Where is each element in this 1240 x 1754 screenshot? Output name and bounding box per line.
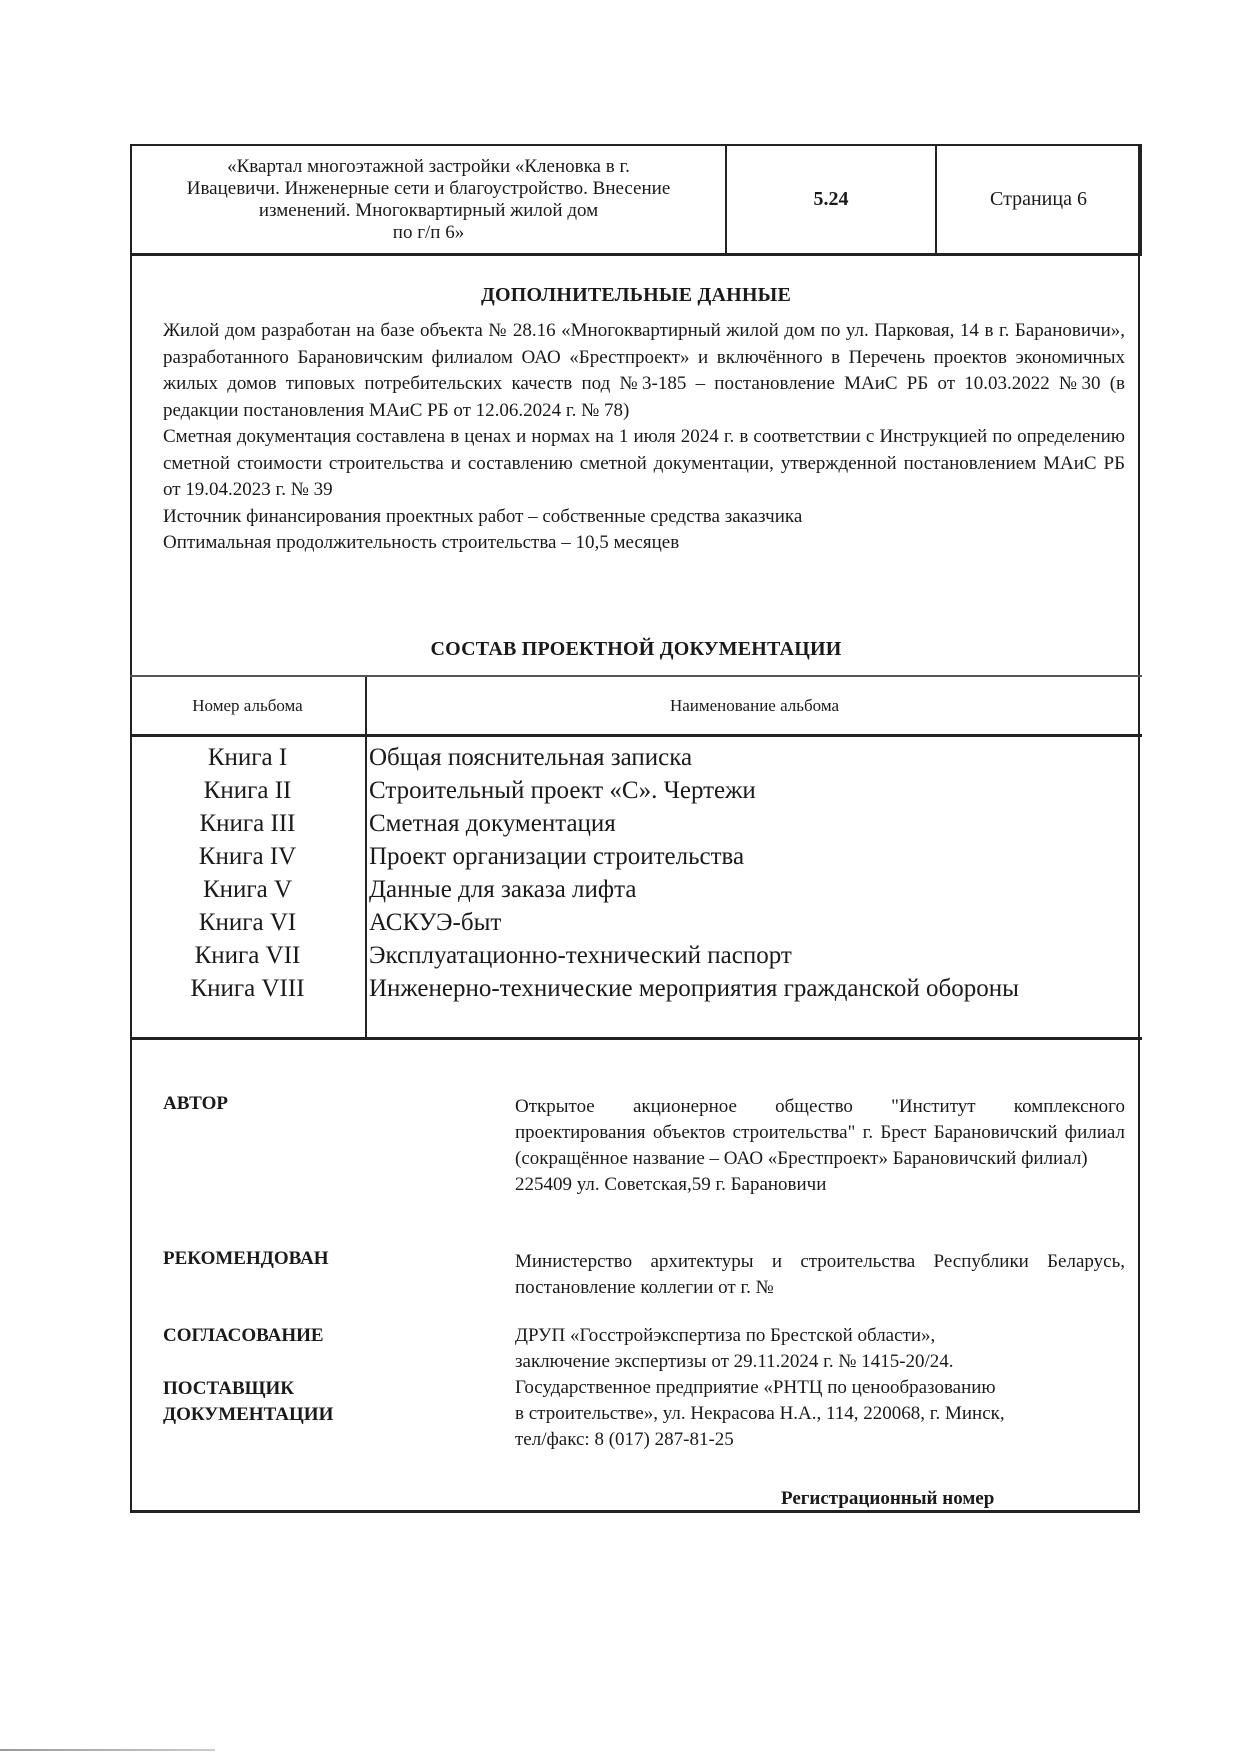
project-title-line: по г/п 6» [392,221,465,243]
album-name: Строительный проект «С». Чертежи [369,777,756,804]
project-title-line: «Квартал многоэтажной застройки «Кленовка в г. [227,155,630,177]
album-name: Общая пояснительная записка [369,744,693,771]
supplier-label [163,1376,333,1428]
supplier-line: в строительстве», ул. Некрасова Н.А., 114, 220068, г. Минск, [515,1403,1005,1424]
recommended-label: РЕКОМЕНДОВАН [163,1248,329,1269]
additional-data-heading: ДОПОЛНИТЕЛЬНЫЕ ДАННЫЕ [480,284,792,306]
approval-label: СОГЛАСОВАНИЕ [163,1325,324,1346]
registration-number-label: Регистрационный номер [781,1488,995,1509]
album-number: Книга I [207,744,288,771]
approval-line: заключение экспертизы от 29.11.2024 г. № 1415-20/24. [515,1351,954,1372]
project-title-line: изменений. Многоквартирный жилой дом [258,199,599,221]
supplier-value [515,1375,1125,1453]
album-number: Книга VI [198,909,297,936]
project-title-line: Ивацевичи. Инженерные сети и благоустройство. Внесение [186,177,671,199]
supplier-label-line: ПОСТАВЩИК [163,1378,295,1399]
author-address: 225409 ул. Советская,59 г. Барановичи [515,1174,827,1195]
paragraph-estimate: Сметная документация составлена в ценах и нормах на 1 июля 2024 г. в соответствии с Инструкцией по определению сметной стоимости строительства и составлению сметной документации, утвержденной постановлением МАиС РБ от 19.04.2023 г. № 39 [163,426,1125,500]
album-name: Проект организации строительства [369,843,745,870]
album-number: Книга V [202,876,293,903]
supplier-line: тел/факс: 8 (017) 287-81-25 [515,1429,734,1450]
paragraph-base-object: Жилой дом разработан на базе объекта № 28.16 «Многоквартирный жилой дом по ул. Парковая, 14 в г. Барановичи», разработанного Барановичским филиалом ОАО «Брестпроект» и включённого в Перечень проектов экономичных жилых домов типовых потребительских качеств под №3-185 – постановление МАиС РБ от 10.03.2022 №30 (в редакции постановления МАиС РБ от 12.06.2024 г. № 78) [163,320,1125,421]
additional-data-body [163,318,1125,557]
album-name: Инженерно-технические мероприятия гражданской обороны [369,975,1019,1002]
composition-table-body [130,737,1142,1040]
project-title [132,146,727,253]
album-name-column [367,737,1142,1037]
album-number: Книга IV [198,843,297,870]
composition-table [130,675,1142,1040]
author-organization: Открытое акционерное общество "Институт комплексного проектирования объектов строительства" г. Брест Барановичский филиал (сокращённое название – ОАО «Брестпроект» Барановичский филиал) [515,1096,1125,1169]
approval-value [515,1323,1125,1375]
author-label: АВТОР [163,1093,228,1114]
album-number: Книга VIII [190,975,305,1002]
album-number: Книга III [199,810,296,837]
document-code: 5.24 [727,146,937,253]
album-name: Сметная документация [369,810,616,837]
header-table [130,144,1142,256]
album-number: Книга II [203,777,292,804]
album-name: Данные для заказа лифта [369,876,637,903]
scan-artifact-line [0,1749,215,1751]
page-number: Страница 6 [990,188,1087,210]
album-number-column [130,737,367,1037]
approval-line: ДРУП «Госстройэкспертиза по Брестской области», [515,1325,936,1346]
album-name: Эксплуатационно-технический паспорт [369,942,792,969]
album-name: АСКУЭ-быт [369,909,502,936]
album-number: Книга VII [194,942,301,969]
composition-table-header [130,675,1142,737]
column-header-name: Наименование альбома [669,695,840,715]
paragraph-financing: Источник финансирования проектных работ – собственные средства заказчика [163,505,803,527]
paragraph-duration: Оптимальная продолжительность строительства – 10,5 месяцев [163,532,680,553]
author-value [515,1094,1125,1198]
column-header-number: Номер альбома [130,677,367,734]
supplier-line: Государственное предприятие «РНТЦ по ценообразованию [515,1377,996,1398]
recommended-value: Министерство архитектуры и строительства Республики Беларусь, постановление коллегии от г. № [515,1251,1125,1298]
composition-heading: СОСТАВ ПРОЕКТНОЙ ДОКУМЕНТАЦИИ [430,638,842,660]
supplier-label-line: ДОКУМЕНТАЦИИ [163,1404,334,1425]
